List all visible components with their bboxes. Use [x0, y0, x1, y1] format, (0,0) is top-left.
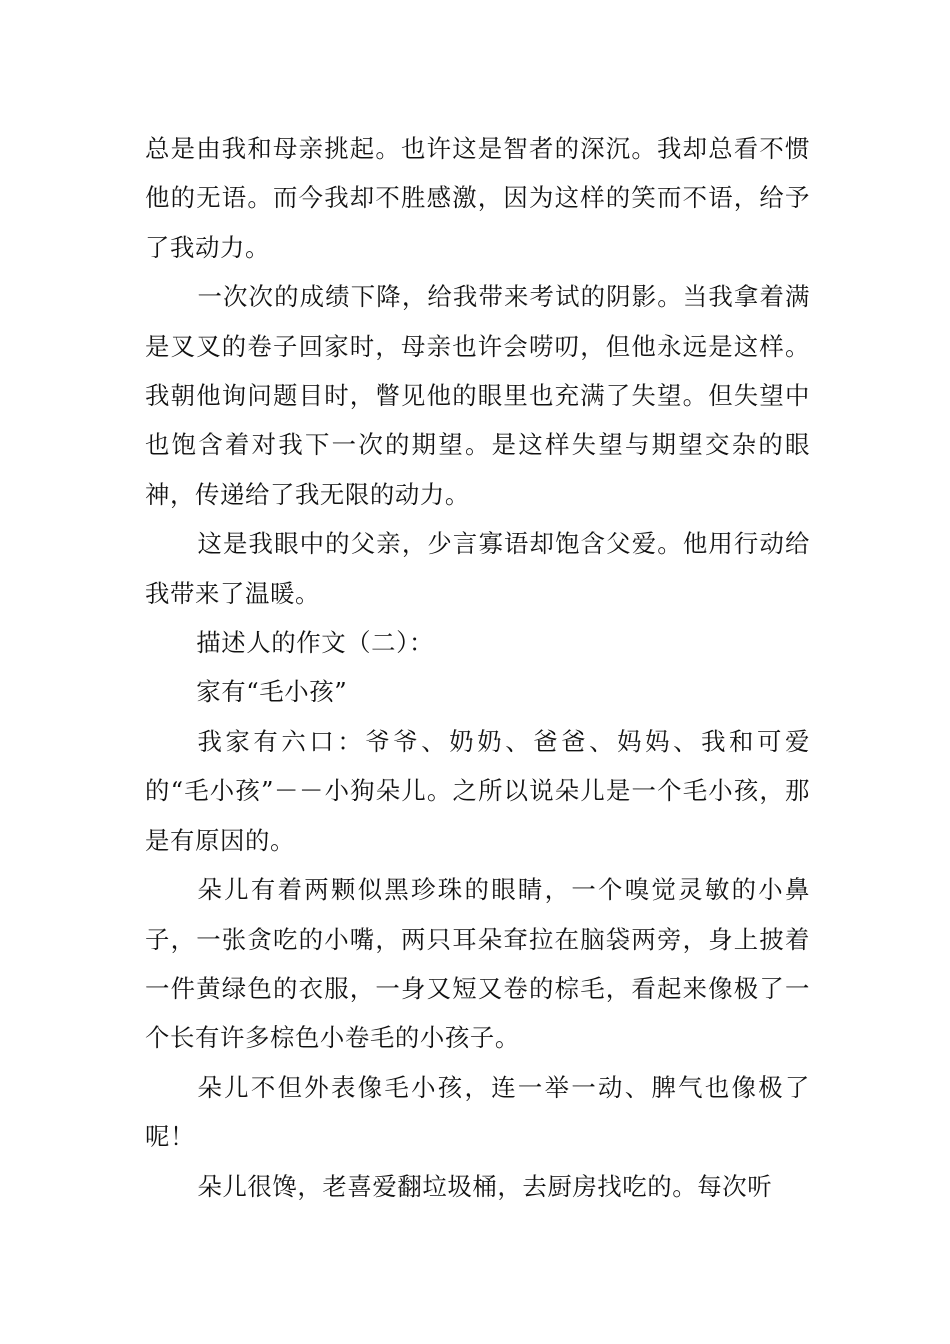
- paragraph-family: 我家有六口：爷爷、奶奶、爸爸、妈妈、我和可爱的“毛小孩”－－小狗朵儿。之所以说朵儿是一个毛小孩，那是有原因的。: [145, 726, 810, 855]
- paragraph-continued: 总是由我和母亲挑起。也许这是智者的深沉。我却总看不惯他的无语。而今我却不胜感激，因为这样的笑而不语，给予了我动力。: [145, 134, 810, 262]
- paragraph-greedy: 朵儿很馋，老喜爱翻垃圾桶，去厨房找吃的。每次听: [197, 1171, 773, 1201]
- essay-title: 家有“毛小孩”: [196, 677, 348, 707]
- section-heading: 描述人的作文（二）：: [196, 628, 434, 658]
- essay-body: [145, 124, 810, 1211]
- paragraph-father-exam: 一次次的成绩下降，给我带来考试的阴影。当我拿着满是叉叉的卷子回家时，母亲也许会唠叨，但他永远是这样。我朝他询问题目时，瞥见他的眼里也充满了失望。但失望中也饱含着对我下一次的期望。是这样失望与期望交杂的眼神，传递给了我无限的动力。: [145, 282, 810, 509]
- paragraph-father-summary: 这是我眼中的父亲，少言寡语却饱含父爱。他用行动给我带来了温暖。: [145, 529, 810, 608]
- paragraph-behavior: 朵儿不但外表像毛小孩，连一举一动、脾气也像极了呢！: [145, 1072, 810, 1152]
- paragraph-appearance: 朵儿有着两颗似黑珍珠的眼睛，一个嗅觉灵敏的小鼻子，一张贪吃的小嘴，两只耳朵耷拉在脑袋两旁，身上披着一件黄绿色的衣服，一身又短又卷的棕毛，看起来像极了一个长有许多棕色小卷毛的小孩子。: [145, 875, 810, 1053]
